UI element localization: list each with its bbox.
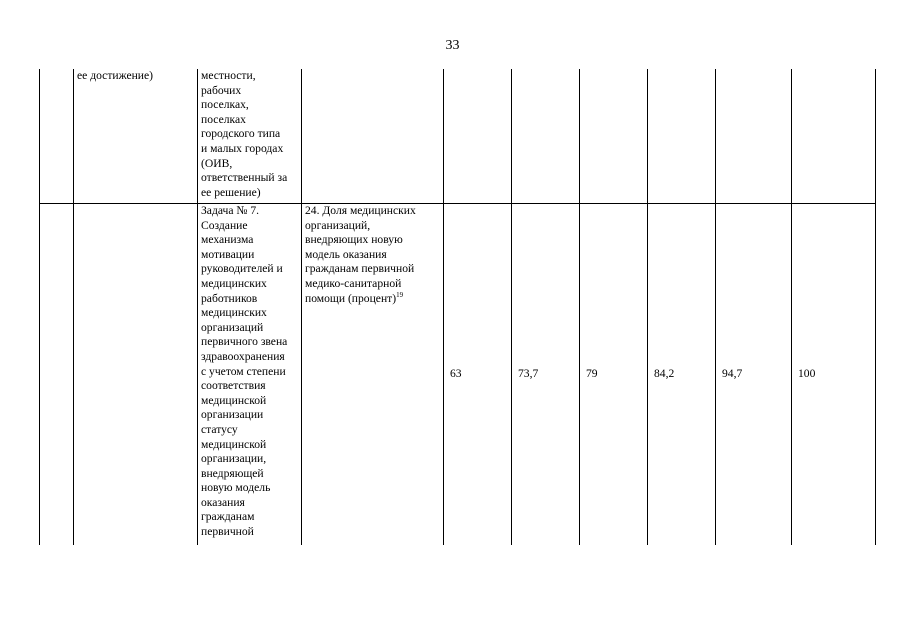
value-cell: [792, 204, 876, 546]
table-cell: [444, 69, 512, 204]
goal-cell: [74, 204, 198, 546]
value-text: 79: [586, 367, 598, 381]
footnote-marker: 19: [396, 290, 404, 299]
table-cell: [40, 204, 74, 546]
indicator-cell: [302, 204, 444, 546]
page-number: 33: [445, 38, 460, 53]
value-text: 84,2: [654, 367, 675, 381]
value-cell: [716, 204, 792, 546]
table-row: [40, 69, 876, 204]
value-cell: [512, 204, 580, 546]
table-cell: [792, 69, 876, 204]
value-cell: [580, 204, 648, 546]
indicator-cell: [302, 69, 444, 204]
task-text: местности, рабочих поселках, поселках городского типа и малых городах (ОИВ, ответственный за ее решение): [201, 69, 288, 199]
value-text: 100: [798, 367, 816, 381]
table-cell: [716, 69, 792, 204]
table-cell: [580, 69, 648, 204]
table-cell: [512, 69, 580, 204]
indicator-text: 24. Доля медицинских организаций, внедряющих новую модель оказания гражданам первичной медико-санитарной помощи (процент): [305, 204, 416, 305]
table-cell: [40, 69, 74, 204]
value-text: 73,7: [518, 367, 539, 381]
task-text: Задача № 7. Создание механизма мотивации руководителей и медицинских работников медицинских организаций первичного звена здравоохранения с учетом степени соответствия медицинской организации статусу медицинской организации, внедряющей новую модель оказания гражданам первичной: [201, 204, 288, 539]
table-row: [40, 204, 876, 546]
indicators-table: [39, 69, 876, 545]
value-text: 63: [450, 367, 462, 381]
goal-text: ее достижение): [77, 69, 154, 82]
task-cell: [198, 204, 302, 546]
value-cell: [444, 204, 512, 546]
table-cell: [648, 69, 716, 204]
goal-cell: [74, 69, 198, 204]
task-cell: [198, 69, 302, 204]
value-text: 94,7: [722, 367, 743, 381]
value-cell: [648, 204, 716, 546]
